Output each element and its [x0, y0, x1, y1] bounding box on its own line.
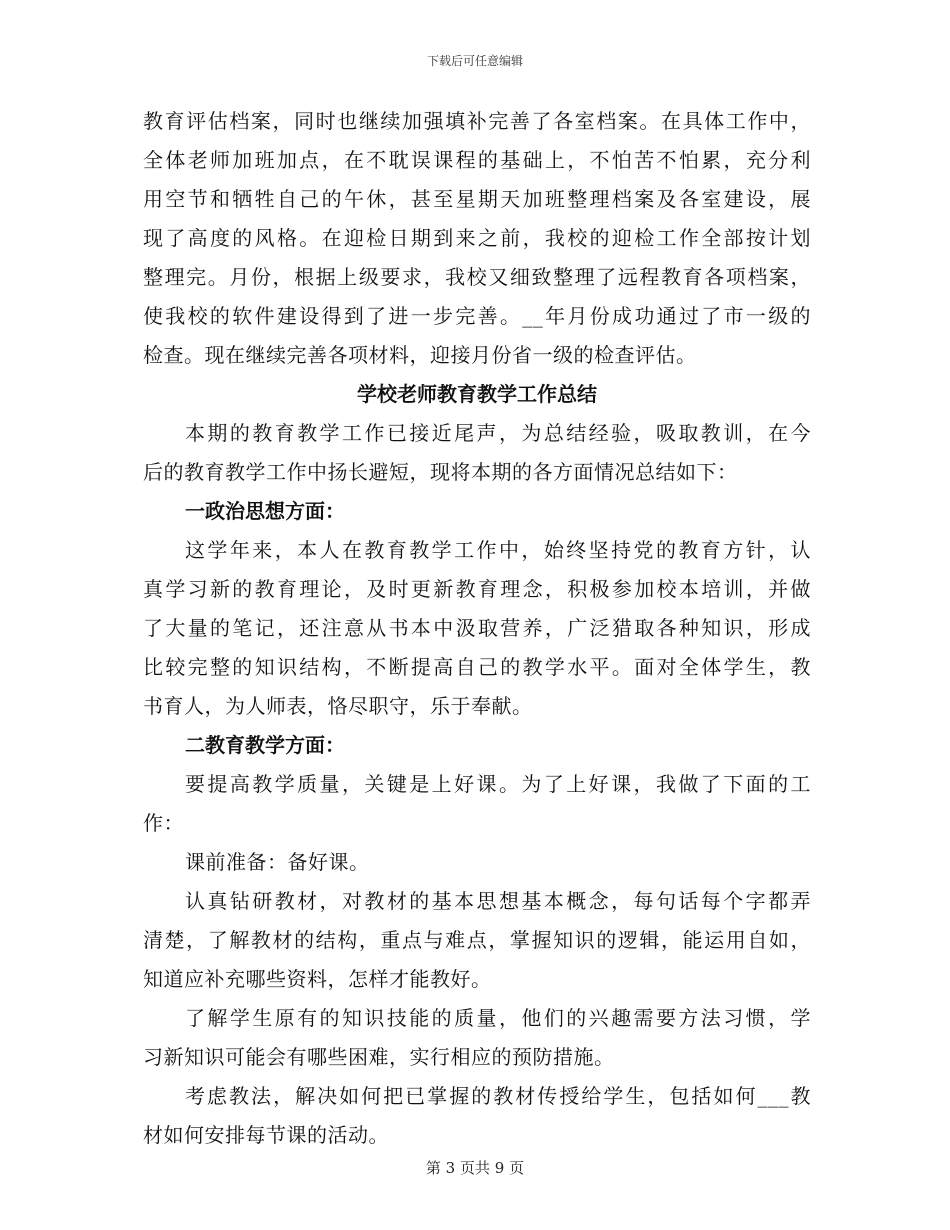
text-line: 了解学生原有的知识技能的质量，他们的兴趣需要方法习惯，学: [185, 1006, 811, 1030]
text-line: 材如何安排每节课的活动。: [143, 1123, 389, 1147]
text-line: 认真钻研教材，对教材的基本思想基本概念，每句话每个字都弄: [185, 889, 811, 913]
document-title: 学校老师教育教学工作总结: [357, 382, 597, 406]
text-line: 清楚，了解教材的结构，重点与难点，掌握知识的逻辑，能运用自如，: [143, 928, 811, 952]
text-line: 真学习新的教育理论，及时更新教育理念，积极参加校本培训，并做: [143, 577, 811, 601]
text-line: 知道应补充哪些资料，怎样才能教好。: [143, 967, 492, 991]
text-line: 比较完整的知识结构，不断提高自己的教学水平。面对全体学生，教: [143, 655, 811, 679]
text-line: 作：: [143, 811, 184, 835]
text-line: 后的教育教学工作中扬长避短，现将本期的各方面情况总结如下：: [143, 460, 738, 484]
text-line: 了大量的笔记，还注意从书本中汲取营养，广泛猎取各种知识，形成: [143, 616, 811, 640]
text-line: 教育评估档案，同时也继续加强填补完善了各室档案。在具体工作中，: [143, 109, 811, 133]
section-heading-politics: 一政治思想方面：: [185, 499, 345, 523]
section-heading-teaching: 二教育教学方面：: [185, 733, 345, 757]
text-line: 习新知识可能会有哪些困难，实行相应的预防措施。: [143, 1045, 615, 1069]
text-line: 课前准备：备好课。: [185, 850, 370, 874]
text-line: 要提高教学质量，关键是上好课。为了上好课，我做了下面的工: [185, 772, 811, 796]
text-line: 用空节和牺牲自己的午休，甚至星期天加班整理档案及各室建设，展: [143, 187, 811, 211]
page-header-note: 下载后可任意编辑: [426, 54, 523, 68]
text-line: 这学年来，本人在教育教学工作中，始终坚持党的教育方针，认: [185, 538, 811, 562]
document-body: [143, 102, 811, 1155]
text-line: 考虑教法，解决如何把已掌握的教材传授给学生，包括如何___教: [185, 1084, 811, 1108]
text-line: 现了高度的风格。在迎检日期到来之前，我校的迎检工作全部按计划: [143, 226, 811, 250]
text-line: 本期的教育教学工作已接近尾声，为总结经验，吸取教训，在今: [185, 421, 811, 445]
page-number: 第 3 页共 9 页: [425, 1159, 525, 1177]
text-line: 全体老师加班加点，在不耽误课程的基础上，不怕苦不怕累，充分利: [143, 148, 811, 172]
text-line: 整理完。月份，根据上级要求，我校又细致整理了远程教育各项档案，: [143, 265, 811, 289]
text-line: 使我校的软件建设得到了进一步完善。__年月份成功通过了市一级的: [143, 304, 811, 328]
text-line: 检查。现在继续完善各项材料，迎接月份省一级的检查评估。: [143, 343, 697, 367]
text-line: 书育人，为人师表，恪尽职守，乐于奉献。: [143, 694, 533, 718]
